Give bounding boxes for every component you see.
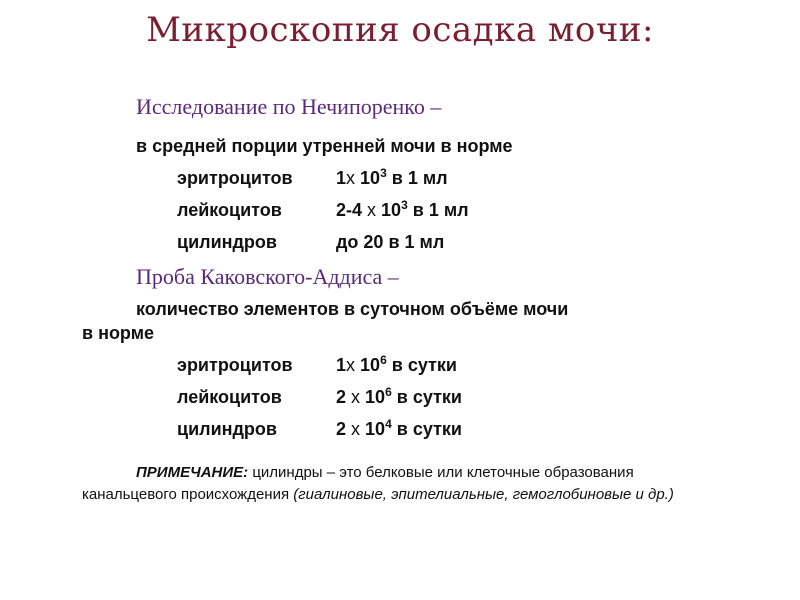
row-base: 10 xyxy=(381,200,402,220)
row-coef: 2-4 xyxy=(336,200,363,220)
row-base: 10 xyxy=(360,355,381,375)
row-coef: 2 xyxy=(336,419,347,439)
row-value xyxy=(336,387,462,408)
row-coef: 1 xyxy=(336,168,347,188)
row-value: до 20 в 1 мл xyxy=(336,232,445,252)
row-exponent: 6 xyxy=(380,353,387,367)
row-name: эритроцитов xyxy=(177,355,293,375)
row-times: х xyxy=(351,387,361,407)
row-exponent: 3 xyxy=(380,166,387,180)
row-name: цилиндров xyxy=(177,419,277,439)
row-name: лейкоцитов xyxy=(177,200,282,220)
row-value xyxy=(336,355,457,376)
row-name: лейкоцитов xyxy=(177,387,282,407)
row-unit: в сутки xyxy=(396,419,462,439)
nechiporenko-subtitle: в средней порции утренней мочи в норме xyxy=(136,136,513,156)
kakovsky-heading: Проба Каковского-Аддиса – xyxy=(136,264,399,289)
slide-title: Микроскопия осадка мочи: xyxy=(146,10,654,50)
row-exponent: 4 xyxy=(385,417,392,431)
row-unit: в сутки xyxy=(396,387,462,407)
note-block xyxy=(82,462,702,506)
note-examples: (гиалиновые, эпителиальные, гемоглобиновые и др.) xyxy=(293,486,674,503)
row-times: х xyxy=(367,200,377,220)
row-times: х xyxy=(346,355,356,375)
row-coef: 2 xyxy=(336,387,347,407)
row-unit: в 1 мл xyxy=(412,200,469,220)
row-base: 10 xyxy=(360,168,381,188)
row-base: 10 xyxy=(365,387,386,407)
row-unit: в 1 мл xyxy=(386,168,448,188)
row-exponent: 3 xyxy=(401,198,408,212)
row-value xyxy=(336,200,469,221)
note-label: ПРИМЕЧАНИЕ: xyxy=(136,464,249,481)
row-base: 10 xyxy=(365,419,386,439)
nechiporenko-heading: Исследование по Нечипоренко – xyxy=(136,94,442,119)
note-text: цилиндры – это белковые или клеточные образования канальцевого происхождения xyxy=(82,464,634,503)
row-value xyxy=(336,168,448,189)
row-coef: 1 xyxy=(336,355,347,375)
kakovsky-subtitle-line2: в норме xyxy=(82,323,155,343)
row-name: цилиндров xyxy=(177,232,277,252)
row-value xyxy=(336,419,462,440)
row-unit: в сутки xyxy=(386,355,457,375)
row-times: х xyxy=(346,168,356,188)
row-name: эритроцитов xyxy=(177,168,293,188)
row-exponent: 6 xyxy=(385,385,392,399)
kakovsky-subtitle-line1: количество элементов в суточном объёме мочи xyxy=(136,299,569,319)
row-times: х xyxy=(351,419,361,439)
